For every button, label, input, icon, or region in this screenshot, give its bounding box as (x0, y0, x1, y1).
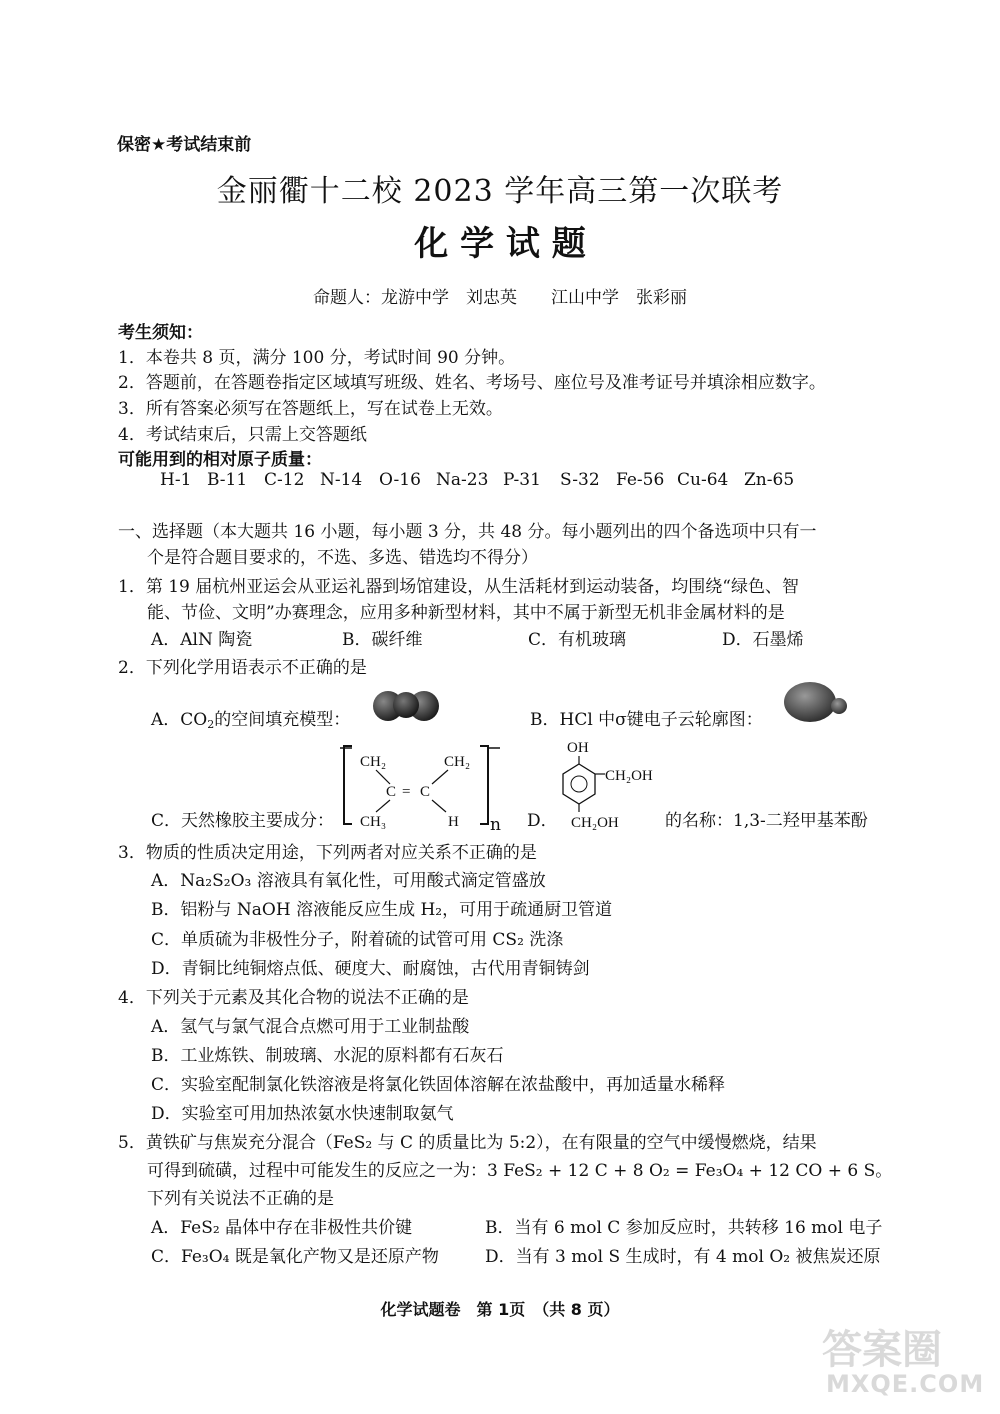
atomic-mass-h: H-1 (160, 470, 192, 490)
watermark-logo: 答案圈 (822, 1327, 942, 1373)
q4-option-d: D．实验室可用加热浓氨水快速制取氨气 (151, 1104, 454, 1124)
q5-option-c: C．Fe₃O₄ 既是氧化产物又是还原产物 (151, 1247, 439, 1267)
rubber-c-left: C (386, 784, 397, 800)
q2-option-d-name: 的名称：1,3-二羟甲基苯酚 (665, 811, 868, 831)
rubber-ch3: CH₃ (360, 814, 387, 830)
section-heading-cont: 个是符合题目要求的，不选、多选、错选均不得分） (147, 548, 538, 568)
q4-option-c: C．实验室配制氯化铁溶液是将氯化铁固体溶解在浓盐酸中，再加适量水稀释 (151, 1075, 726, 1095)
atomic-mass-cu: Cu-64 (677, 470, 729, 490)
notice-item: 1．本卷共 8 页，满分 100 分，考试时间 90 分钟。 (118, 348, 516, 368)
rubber-c-right: C (420, 784, 431, 800)
rubber-subscript-n: n (490, 815, 501, 835)
rubber-double-bond: = (402, 784, 411, 800)
q3-option-a: A．Na₂S₂O₃ 溶液具有氧化性，可用酸式滴定管盛放 (151, 871, 546, 891)
co2-space-filling-model (372, 685, 440, 725)
q3-option-b: B．铝粉与 NaOH 溶液能反应生成 H₂，可用于疏通厨卫管道 (151, 900, 613, 920)
q1-stem-cont: 能、节俭、文明”办赛理念，应用多种新型材料，其中不属于新型无机非金属材料的是 (147, 603, 785, 623)
q1-option-a: A．AlN 陶瓷 (151, 630, 253, 650)
atomic-mass-fe: Fe-56 (616, 470, 665, 490)
phenol-structure (555, 734, 675, 832)
exam-title: 金丽衢十二校 2023 学年高三第一次联考 (216, 174, 784, 209)
atomic-mass-p: P-31 (503, 470, 541, 490)
q2-stem: 2．下列化学用语表示不正确的是 (118, 658, 367, 678)
atomic-mass-na: Na-23 (436, 470, 489, 490)
atomic-mass-b: B-11 (207, 470, 248, 490)
watermark-url: MXQE.COM (826, 1370, 985, 1398)
atomic-mass-c: C-12 (264, 470, 305, 490)
q1-option-b: B．碳纤维 (342, 630, 423, 650)
q2-option-b: B．HCl 中σ键电子云轮廓图： (530, 710, 763, 730)
subject-title: 化 学 试 题 (414, 224, 586, 264)
rubber-ch2-right: CH₂ (444, 754, 471, 770)
page-footer: 化学试题卷 第 1页 （共 8 页） (380, 1300, 620, 1319)
q3-option-c: C．单质硫为非极性分子，附着硫的试管可用 CS₂ 洗涤 (151, 930, 564, 950)
atomic-mass-heading: 可能用到的相对原子质量： (118, 450, 322, 470)
phenol-oh: OH (567, 740, 589, 756)
q3-option-d: D．青铜比纯铜熔点低、硬度大、耐腐蚀，古代用青铜铸剑 (151, 959, 590, 979)
q4-stem: 4．下列关于元素及其化合物的说法不正确的是 (118, 988, 469, 1008)
q3-stem: 3．物质的性质决定用途，下列两者对应关系不正确的是 (118, 843, 537, 863)
rubber-h: H (448, 814, 459, 830)
q1-option-d: D．石墨烯 (722, 630, 804, 650)
atomic-mass-o: O-16 (379, 470, 421, 490)
q2-option-a: A．$CO_2$的空间填充模型： (151, 710, 351, 731)
q5-option-a: A．FeS₂ 晶体中存在非极性共价键 (151, 1218, 413, 1238)
notice-item: 4．考试结束后，只需上交答题纸 (118, 425, 367, 445)
phenol-ch2oh-bottom: CH₂OH (571, 815, 619, 831)
atomic-mass-n: N-14 (320, 470, 363, 490)
q2-option-c: C．天然橡胶主要成分： (151, 811, 335, 831)
q1-option-c: C．有机玻璃 (528, 630, 627, 650)
rubber-ch2-left: CH₂ (360, 754, 387, 770)
q5-option-b: B．当有 6 mol C 参加反应时，共转移 16 mol 电子 (485, 1218, 883, 1238)
q4-option-b: B．工业炼铁、制玻璃、水泥的原料都有石灰石 (151, 1046, 504, 1066)
atomic-mass-s: S-32 (560, 470, 600, 490)
confidential-label: 保密★考试结束前 (117, 135, 252, 155)
q2-option-d: D． (527, 811, 558, 831)
phenol-ch2oh-right: CH₂OH (605, 768, 653, 784)
q1-stem: 1．第 19 届杭州亚运会从亚运礼器到场馆建设，从生活耗材到运动装备，均围绕“绿色、智 (118, 577, 799, 597)
notice-item: 3．所有答案必须写在答题纸上，写在试卷上无效。 (118, 399, 503, 419)
authors-line: 命题人：龙游中学 刘忠英 江山中学 张彩丽 (313, 288, 687, 308)
notice-item: 2．答题前，在答题卷指定区域填写班级、姓名、考场号、座位号及准考证号并填涂相应数字。 (118, 373, 826, 393)
hcl-sigma-orbital-diagram (782, 680, 852, 724)
q5-option-d: D．当有 3 mol S 生成时，有 4 mol O₂ 被焦炭还原 (485, 1247, 881, 1267)
q4-option-a: A．氢气与氯气混合点燃可用于工业制盐酸 (151, 1017, 470, 1037)
q5-stem-cont: 可得到硫磺，过程中可能发生的反应之一为：3 FeS₂ + 12 C + 8 O₂ = Fe₃O₄ + 12 CO + 6 S。 (147, 1161, 893, 1181)
q5-stem: 5．黄铁矿与焦炭充分混合（FeS₂ 与 C 的质量比为 5:2），在有限量的空气中缓慢燃烧，结果 (118, 1133, 817, 1153)
atomic-mass-zn: Zn-65 (744, 470, 795, 490)
natural-rubber-structure (340, 740, 500, 832)
q5-stem-cont: 下列有关说法不正确的是 (147, 1189, 334, 1209)
section-heading: 一、选择题（本大题共 16 小题，每小题 3 分，共 48 分。每小题列出的四个备选项中只有一 (118, 522, 817, 542)
notice-heading: 考生须知： (118, 323, 203, 343)
